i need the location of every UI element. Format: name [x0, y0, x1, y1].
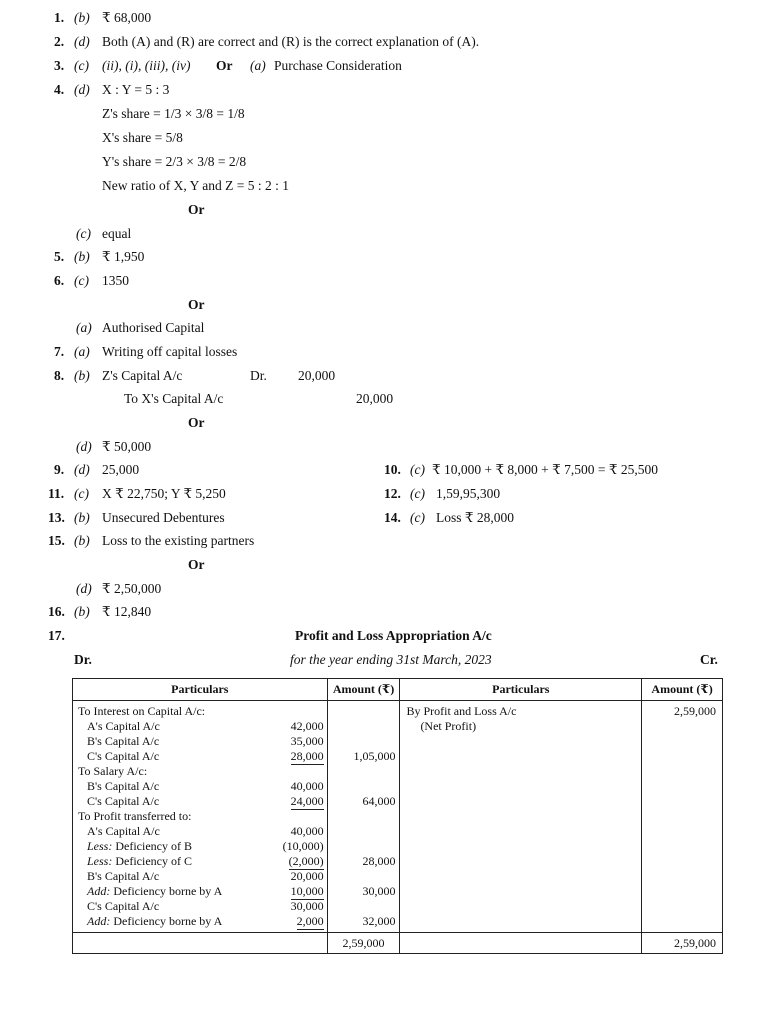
particular-text: Deficiency borne by A: [110, 914, 223, 928]
text-a1-opt: (b): [74, 10, 90, 25]
text-a8-alt: ₹ 50,000: [102, 439, 152, 454]
text-a16-num: 16.: [48, 604, 65, 619]
text-a13-num: 13.: [48, 510, 65, 525]
text-a4-alt-opt: (c): [76, 226, 91, 241]
text-a15-ans: Loss to the existing partners: [102, 533, 255, 548]
left-particular-item: [87, 899, 159, 914]
total-right-spacer: [400, 933, 642, 954]
text-a4-alt: equal: [102, 226, 132, 241]
text-a8-to: To X's Capital A/c: [124, 391, 224, 406]
text-a7-opt: (a): [74, 344, 90, 359]
text-a2-ans: Both (A) and (R) are correct and (R) is the correct explanation of (A).: [102, 34, 480, 49]
outer-amount: 28,000: [362, 854, 396, 868]
right-particular-item: By Profit and Loss A/c: [406, 704, 517, 718]
text-a9-num: 9.: [54, 462, 65, 477]
right-amount-cell: [642, 701, 723, 933]
text-a14-opt: (c): [410, 510, 425, 525]
text-a8-cramt: 20,000: [356, 391, 394, 406]
left-particular-item: [87, 869, 159, 884]
text-a6-num: 6.: [54, 273, 65, 288]
text-a4-l4: New ratio of X, Y and Z = 5 : 2 : 1: [102, 178, 289, 193]
text-a6-alt-opt: (a): [76, 320, 92, 335]
total-right-amount: 2,59,000: [642, 933, 723, 954]
header-amount-left: Amount (₹): [327, 679, 400, 701]
text-a11-ans: X ₹ 22,750; Y ₹ 5,250: [102, 486, 226, 501]
text-a10-opt: (c): [410, 462, 425, 477]
text-a10-num: 10.: [384, 462, 401, 477]
text-a3-num: 3.: [54, 58, 65, 73]
text-acc-cr: Cr.: [700, 652, 718, 667]
total-left-amount: 2,59,000: [327, 933, 400, 954]
right-particulars-cell: [400, 701, 642, 933]
text-a5-opt: (b): [74, 249, 90, 264]
text-a3-alt-opt: (a): [250, 58, 266, 73]
text-a15-num: 15.: [48, 533, 65, 548]
text-a8-dr: Dr.: [250, 368, 267, 383]
header-particulars-left: Particulars: [73, 679, 328, 701]
right-particular-item: (Net Profit): [420, 719, 477, 733]
inner-amount: 35,000: [290, 734, 324, 748]
text-a14-ans: Loss ₹ 28,000: [436, 510, 514, 525]
inner-amount: (10,000): [282, 839, 324, 853]
left-particular-item: [78, 764, 147, 779]
right-amount: 2,59,000: [674, 704, 716, 718]
text-acc-title: Profit and Loss Appropriation A/c: [295, 628, 492, 643]
inner-amount: (2,000): [288, 854, 324, 868]
particular-text: To Profit transferred to:: [78, 809, 192, 823]
inner-amount: 42,000: [290, 719, 324, 733]
text-a4-or: Or: [188, 202, 205, 217]
text-a8-dramt: 20,000: [298, 368, 336, 383]
text-a4-ans: X : Y = 5 : 3: [102, 82, 170, 97]
particular-text: A's Capital A/c: [87, 719, 160, 733]
adjustment-prefix: Add:: [87, 914, 111, 928]
text-a14-num: 14.: [384, 510, 401, 525]
text-a8-ans: Z's Capital A/c: [102, 368, 183, 383]
left-particular-item: [87, 779, 159, 794]
left-particulars-cell: [73, 701, 256, 933]
particular-text: To Salary A/c:: [78, 764, 148, 778]
left-inner-amount-cell: [255, 701, 327, 933]
left-particular-item: [87, 854, 192, 869]
text-a7-ans: Writing off capital losses: [102, 344, 238, 359]
text-a15-opt: (b): [74, 533, 90, 548]
text-a3-alt: Purchase Consideration: [274, 58, 402, 73]
left-amount-cell: [327, 701, 400, 933]
text-acc-sub: for the year ending 31st March, 2023: [290, 652, 492, 667]
text-a15-alt-opt: (d): [76, 581, 92, 596]
text-a4-l2: X's share = 5/8: [102, 130, 183, 145]
left-particular-item: [87, 749, 159, 764]
particular-text: Deficiency of B: [112, 839, 192, 853]
text-a11-opt: (c): [74, 486, 89, 501]
text-a3-or: Or: [216, 58, 233, 73]
particular-text: C's Capital A/c: [87, 749, 160, 763]
text-a6-alt: Authorised Capital: [102, 320, 205, 335]
outer-amount: 1,05,000: [353, 749, 396, 763]
text-a12-num: 12.: [384, 486, 401, 501]
text-a9-ans: 25,000: [102, 462, 140, 477]
text-a2-num: 2.: [54, 34, 65, 49]
header-amount-right: Amount (₹): [642, 679, 723, 701]
appropriation-account-table: [72, 678, 723, 954]
text-a4-l1: Z's share = 1/3 × 3/8 = 1/8: [102, 106, 245, 121]
left-particular-item: [87, 884, 222, 899]
text-a10-ans: ₹ 10,000 + ₹ 8,000 + ₹ 7,500 = ₹ 25,500: [432, 462, 658, 477]
text-a12-opt: (c): [410, 486, 425, 501]
inner-amount: 30,000: [290, 899, 324, 913]
text-a8-num: 8.: [54, 368, 65, 383]
text-a11-num: 11.: [48, 486, 65, 501]
inner-amount: 24,000: [290, 794, 324, 808]
inner-amount: 28,000: [290, 749, 324, 763]
header-particulars-right: Particulars: [400, 679, 642, 701]
left-particular-item: [87, 734, 159, 749]
text-a7-num: 7.: [54, 344, 65, 359]
text-a5-ans: ₹ 1,950: [102, 249, 145, 264]
left-particular-item: [87, 794, 159, 809]
particular-text: B's Capital A/c: [87, 734, 160, 748]
left-particular-item: [87, 839, 192, 854]
text-a6-ans: 1350: [102, 273, 129, 288]
text-a4-l3: Y's share = 2/3 × 3/8 = 2/8: [102, 154, 247, 169]
text-a2-opt: (d): [74, 34, 90, 49]
adjustment-prefix: Add:: [87, 884, 111, 898]
text-a15-or: Or: [188, 557, 205, 572]
text-a9-opt: (d): [74, 462, 90, 477]
particular-text: C's Capital A/c: [87, 899, 160, 913]
inner-amount: 2,000: [296, 914, 324, 928]
text-a16-ans: ₹ 12,840: [102, 604, 152, 619]
particular-text: Deficiency borne by A: [110, 884, 223, 898]
text-a5-num: 5.: [54, 249, 65, 264]
text-acc-dr: Dr.: [74, 652, 92, 667]
left-particular-item: [87, 824, 160, 839]
text-a1-ans: ₹ 68,000: [102, 10, 152, 25]
particular-text: To Interest on Capital A/c:: [78, 704, 206, 718]
text-a13-ans: Unsecured Debentures: [102, 510, 225, 525]
left-particular-item: [87, 914, 222, 929]
particular-text: A's Capital A/c: [87, 824, 160, 838]
particular-text: B's Capital A/c: [87, 779, 160, 793]
text-a13-opt: (b): [74, 510, 90, 525]
left-particular-item: [78, 704, 205, 719]
outer-amount: 32,000: [362, 914, 396, 928]
outer-amount: 30,000: [362, 884, 396, 898]
particular-text: Deficiency of C: [112, 854, 192, 868]
text-a8-or: Or: [188, 415, 205, 430]
text-a1-num: 1.: [54, 10, 65, 25]
adjustment-prefix: Less:: [87, 854, 113, 868]
text-a4-opt: (d): [74, 82, 90, 97]
text-a17-num: 17.: [48, 628, 65, 643]
particular-text: C's Capital A/c: [87, 794, 160, 808]
inner-amount: 20,000: [290, 869, 324, 883]
particular-text: B's Capital A/c: [87, 869, 160, 883]
total-left-spacer: [73, 933, 328, 954]
text-a16-opt: (b): [74, 604, 90, 619]
inner-amount: 40,000: [290, 824, 324, 838]
text-a3-opt: (c): [74, 58, 89, 73]
text-a8-alt-opt: (d): [76, 439, 92, 454]
left-particular-item: [87, 719, 160, 734]
outer-amount: 64,000: [362, 794, 396, 808]
inner-amount: 40,000: [290, 779, 324, 793]
left-particular-item: [78, 809, 191, 824]
text-a3-ans: (ii), (i), (iii), (iv): [102, 58, 191, 73]
text-a4-num: 4.: [54, 82, 65, 97]
text-a6-or: Or: [188, 297, 205, 312]
adjustment-prefix: Less:: [87, 839, 113, 853]
text-a6-opt: (c): [74, 273, 89, 288]
inner-amount: 10,000: [290, 884, 324, 898]
text-a8-opt: (b): [74, 368, 90, 383]
text-a15-alt: ₹ 2,50,000: [102, 581, 162, 596]
text-a12-ans: 1,59,95,300: [436, 486, 501, 501]
